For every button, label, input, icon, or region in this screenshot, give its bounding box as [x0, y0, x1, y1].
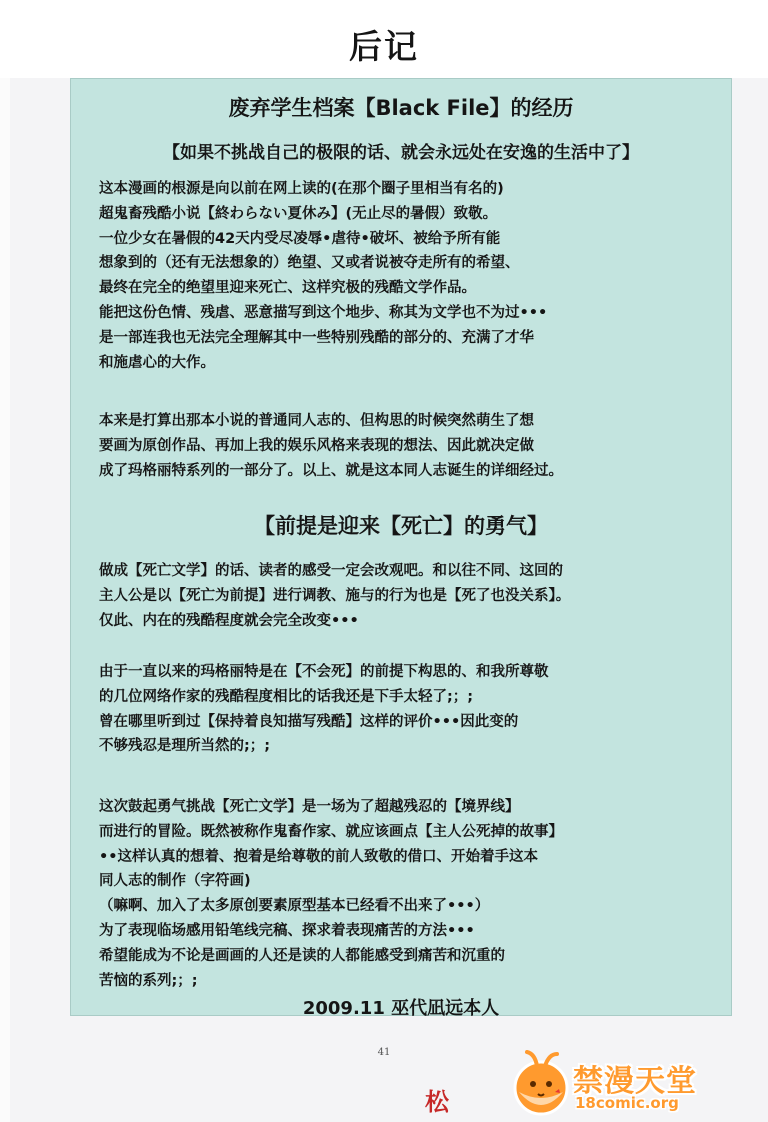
- red-stamp-text: 松: [425, 1087, 449, 1116]
- page-title: 后记: [349, 27, 419, 66]
- paragraph-margaret-series: 由于一直以来的玛格丽特是在【不会死】的前提下构思的、和我所尊敬 的几位网络作家的残酷程度相比的话我还是下手太轻了;；; 曾在哪里听到过【保持着良知描写残酷】这样的评价•••因此变的 不够残忍是理所当然的;；;: [99, 664, 549, 755]
- afterword-panel: [70, 78, 732, 1019]
- paragraph-death-literature: 做成【死亡文学】的话、读者的感受一定会改观吧。和以往不同、这回的 主人公是以【死亡为前提】进行调教、施与的行为也是【死了也没关系】。 仅此、内在的残酷程度就会完全改变•••: [99, 563, 571, 629]
- paragraph-challenge: 这次鼓起勇气挑战【死亡文学】是一场为了超越残忍的【境界线】 而进行的冒险。既然被称作鬼畜作家、就应该画点【主人公死掉的故事】 ••这样认真的想着、抱着是给尊敬的前人致敬的借口、开始着手这本 同人志的制作（字符画) （嘛啊、加入了太多原创要素原型基本已经看不出来了•••） 为了表现临场感用铅笔线完稿、探求着表现痛苦的方法••• 希望能成为不论是画画的人还是读的人都能感受到痛苦和沉重的 苦恼的系列;；;: [99, 799, 563, 989]
- section-heading-black-file: 废弃学生档案【Black File】的经历: [228, 96, 574, 120]
- page-left-edge: [0, 78, 10, 1122]
- whale-mascot-icon: [505, 1048, 575, 1120]
- paragraph-decision: 本来是打算出那本小说的普通同人志的、但构思的时候突然萌生了想 要画为原创作品、再加上我的娱乐风格来表现的想法、因此就决定做 成了玛格丽特系列的一部分了。以上、就是这本同人志诞生的详细经过。: [99, 413, 563, 479]
- logo-url-text: 18comic.org: [575, 1094, 679, 1112]
- section-subheading-motto: 【如果不挑战自己的极限的话、就会永远处在安逸的生活中了】: [163, 143, 639, 163]
- paragraph-origin: 这本漫画的根源是向以前在网上读的(在那个圈子里相当有名的) 超鬼畜残酷小说【終わらない夏休み】(无止尽的暑假）致敬。 一位少女在暑假的42天内受尽凌辱•虐待•破坏、被给予所有能 想象到的（还有无法想象的）绝望、又或者说被夺走所有的希望、 最终在完全的绝望里迎来死亡、这样究极的残酷文学作品。 能把这份色情、残虐、恶意描写到这个地步、称其为文学也不为过••• 是一部连我也无法完全理解其中一些特别残酷的部分的、充满了才华 和施虐心的大作。: [99, 181, 548, 371]
- page-number: 41: [377, 1047, 391, 1058]
- site-watermark-logo: [505, 1048, 745, 1120]
- section-heading-courage: 【前提是迎来【死亡】的勇气】: [254, 514, 548, 538]
- logo-main-text: 禁漫天堂: [573, 1064, 697, 1099]
- author-signature: 2009.11 巫代凪远本人: [302, 998, 500, 1019]
